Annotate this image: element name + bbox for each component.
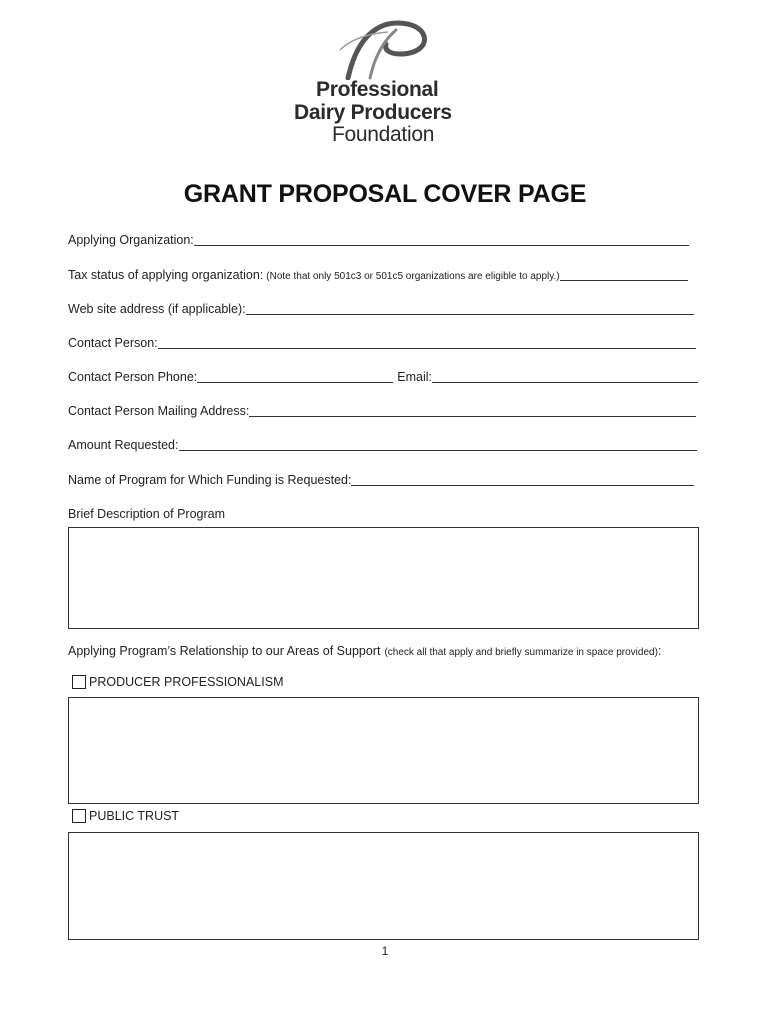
contact-phone-label: Contact Person Phone: — [68, 370, 198, 384]
brief-description-label: Brief Description of Program — [68, 507, 226, 521]
website-label: Web site address (if applicable): — [68, 302, 246, 316]
producer-professionalism-box[interactable] — [68, 697, 699, 804]
logo-text-line2: Dairy Producers — [294, 101, 452, 124]
page-number: 1 — [381, 944, 389, 958]
website-line[interactable] — [246, 302, 694, 315]
support-areas-note: (check all that apply and briefly summarize in space provided) — [384, 647, 658, 658]
tax-status-label: Tax status of applying organization: — [68, 268, 264, 282]
applying-organization-line[interactable] — [194, 233, 689, 246]
brief-description-box[interactable] — [68, 527, 699, 629]
public-trust-checkbox[interactable] — [72, 809, 86, 823]
public-trust-box[interactable] — [68, 832, 699, 940]
mailing-address-field[interactable] — [68, 404, 696, 418]
tax-status-line[interactable] — [560, 268, 688, 281]
tax-status-field[interactable] — [68, 268, 688, 282]
amount-requested-line[interactable] — [179, 438, 697, 451]
logo-text-line1: Professional — [316, 78, 439, 101]
public-trust-label: PUBLIC TRUST — [89, 809, 180, 823]
program-name-line[interactable] — [351, 473, 694, 486]
tax-status-note: (Note that only 501c3 or 501c5 organizations are eligible to apply.) — [266, 271, 560, 282]
mailing-address-line[interactable] — [249, 404, 696, 417]
support-areas-heading — [68, 644, 661, 658]
producer-professionalism-checkbox[interactable] — [72, 675, 86, 689]
producer-professionalism-label: PRODUCER PROFESSIONALISM — [89, 675, 284, 689]
support-areas-label: Applying Program’s Relationship to our Areas of Support — [68, 644, 381, 658]
mailing-address-label: Contact Person Mailing Address: — [68, 404, 250, 418]
applying-organization-field[interactable] — [68, 233, 689, 247]
program-name-field[interactable] — [68, 473, 694, 487]
website-field[interactable] — [68, 302, 694, 316]
producer-professionalism-option[interactable] — [72, 675, 283, 689]
public-trust-option[interactable] — [72, 809, 179, 823]
email-label: Email: — [397, 370, 432, 384]
foundation-logo — [290, 20, 490, 150]
contact-phone-line[interactable] — [197, 370, 393, 383]
page-title: GRANT PROPOSAL COVER PAGE — [183, 180, 587, 208]
amount-requested-label: Amount Requested: — [68, 438, 179, 452]
email-line[interactable] — [432, 370, 698, 383]
contact-person-line[interactable] — [158, 336, 696, 349]
program-name-label: Name of Program for Which Funding is Requested: — [68, 473, 352, 487]
logo-text-line3: Foundation — [332, 123, 435, 146]
contact-person-field[interactable] — [68, 336, 696, 350]
script-p-logo-icon — [330, 20, 440, 80]
amount-requested-field[interactable] — [68, 438, 697, 452]
support-areas-colon: : — [657, 644, 662, 658]
applying-organization-label: Applying Organization: — [68, 233, 194, 247]
brief-description-heading — [68, 507, 225, 521]
contact-phone-field[interactable] — [68, 370, 698, 384]
contact-person-label: Contact Person: — [68, 336, 158, 350]
